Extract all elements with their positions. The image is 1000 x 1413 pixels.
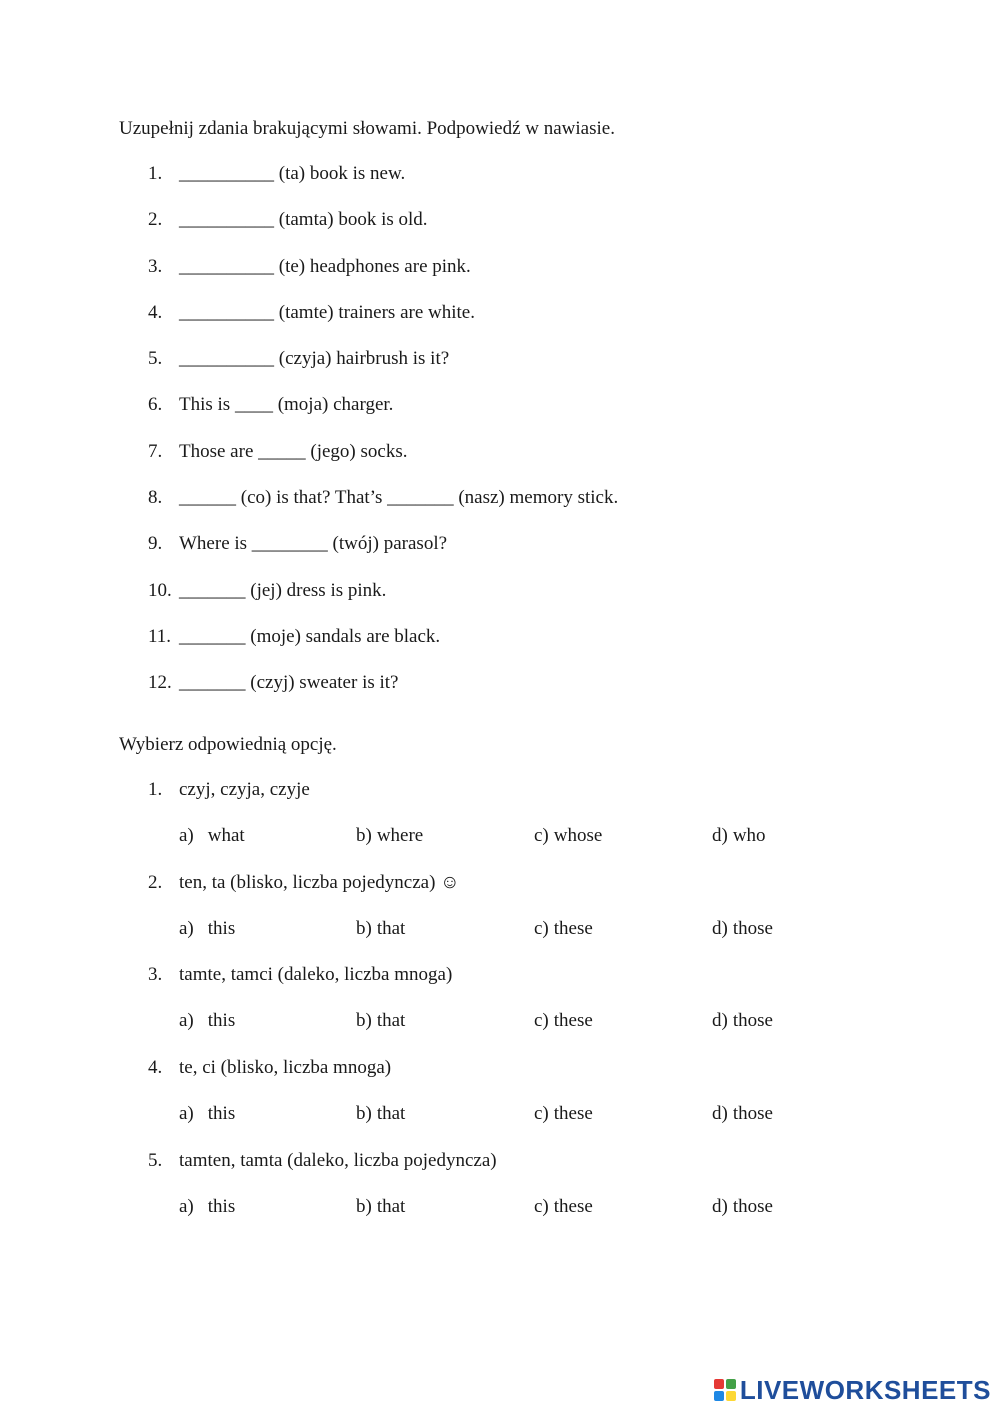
item-number: 3. (148, 255, 163, 277)
option-d[interactable] (712, 1009, 773, 1033)
option-d[interactable] (712, 824, 766, 848)
item-number: 11. (148, 625, 172, 647)
option-d[interactable] (712, 1195, 773, 1219)
option-c[interactable] (534, 917, 593, 941)
item-sentence: This is ____ (moja) charger. (179, 394, 394, 416)
item-sentence: _______ (czyj) sweater is it? (179, 672, 399, 694)
brand-text: LIVEWORKSHEETS (739, 1374, 991, 1405)
option-a[interactable] (179, 1102, 235, 1126)
item-number: 1. (148, 163, 163, 184)
option-b[interactable] (356, 1009, 405, 1033)
option-a[interactable] (179, 1009, 235, 1033)
option-text: these (553, 917, 593, 939)
option-row (179, 1009, 819, 1033)
option-label: a) (179, 1195, 194, 1217)
question-prompt: tamten, tamta (daleko, liczba pojedyncza) (179, 1149, 497, 1171)
option-text: these (553, 1103, 593, 1125)
logo-square (726, 1379, 736, 1389)
option-label: a) (179, 1010, 194, 1032)
option-text: those (732, 1195, 773, 1217)
question-prompt: czyj, czyja, czyje (179, 779, 310, 800)
item-sentence: __________ (te) headphones are pink. (179, 255, 471, 277)
option-row (179, 917, 819, 941)
question-number: 1. (148, 779, 163, 800)
option-label: c) (534, 825, 549, 846)
option-text: that (376, 917, 406, 939)
item-sentence: __________ (czyja) hairbrush is it? (179, 348, 450, 370)
option-text: those (732, 917, 773, 939)
option-label: b) (356, 825, 372, 846)
item-sentence: __________ (tamte) trainers are white. (179, 301, 475, 323)
option-text: whose (553, 825, 603, 846)
option-a[interactable] (179, 917, 235, 941)
option-b[interactable] (356, 1195, 405, 1219)
item-number: 12. (148, 672, 172, 694)
item-sentence: ______ (co) is that? That’s _______ (nasz) memory stick. (179, 487, 619, 509)
option-label: c) (534, 917, 549, 939)
option-text: this (207, 1010, 236, 1032)
item-sentence: __________ (tamta) book is old. (179, 209, 428, 231)
option-label: b) (356, 1103, 372, 1125)
question-number: 2. (148, 871, 163, 893)
option-text: those (732, 1010, 773, 1032)
question-number: 3. (148, 964, 163, 986)
exercise2-instruction: Wybierz odpowiednią opcję. (119, 734, 337, 755)
question-prompt: ten, ta (blisko, liczba pojedyncza) ☺ (179, 871, 460, 893)
option-label: d) (712, 825, 728, 846)
option-c[interactable] (534, 824, 602, 848)
option-text: those (732, 1103, 773, 1125)
option-text: this (207, 1103, 236, 1125)
item-number: 9. (148, 533, 163, 555)
option-label: d) (712, 1103, 728, 1125)
option-row (179, 1102, 819, 1126)
option-label: d) (712, 917, 728, 939)
option-label: c) (534, 1103, 549, 1125)
option-text: who (732, 825, 766, 846)
question-number: 4. (148, 1057, 163, 1079)
item-sentence: _______ (jej) dress is pink. (179, 579, 387, 601)
option-text: that (376, 1195, 406, 1217)
item-number: 5. (148, 348, 163, 370)
option-c[interactable] (534, 1102, 593, 1126)
option-label: b) (356, 1195, 372, 1217)
item-number: 7. (148, 440, 163, 462)
option-row (179, 824, 819, 848)
question-prompt: te, ci (blisko, liczba mnoga) (179, 1057, 392, 1079)
item-number: 10. (148, 579, 172, 601)
option-text: this (207, 917, 236, 939)
option-label: a) (179, 825, 194, 846)
logo-square (714, 1379, 724, 1389)
logo-square (726, 1391, 736, 1401)
item-number: 8. (148, 487, 163, 509)
option-b[interactable] (356, 824, 423, 848)
option-label: d) (712, 1195, 728, 1217)
liveworksheets-logo-icon (714, 1379, 736, 1401)
option-text: that (376, 1010, 406, 1032)
option-text: these (553, 1010, 593, 1032)
option-label: c) (534, 1195, 549, 1217)
option-label: a) (179, 917, 194, 939)
item-number: 2. (148, 209, 163, 231)
option-text: that (376, 1103, 406, 1125)
item-sentence: __________ (ta) book is new. (179, 163, 406, 184)
question-number: 5. (148, 1149, 163, 1171)
option-a[interactable] (179, 824, 245, 848)
option-text: where (376, 825, 424, 846)
option-label: d) (712, 1010, 728, 1032)
logo-square (714, 1391, 724, 1401)
option-label: b) (356, 917, 372, 939)
item-number: 4. (148, 301, 163, 323)
option-c[interactable] (534, 1195, 593, 1219)
option-text: this (207, 1195, 236, 1217)
item-sentence: Where is ________ (twój) parasol? (179, 533, 448, 555)
option-label: c) (534, 1010, 549, 1032)
option-d[interactable] (712, 917, 773, 941)
option-b[interactable] (356, 917, 405, 941)
item-sentence: Those are _____ (jego) socks. (179, 440, 408, 462)
item-number: 6. (148, 394, 163, 416)
option-text: what (207, 825, 245, 846)
option-text: these (553, 1195, 593, 1217)
option-row (179, 1195, 819, 1219)
item-sentence: _______ (moje) sandals are black. (179, 625, 441, 647)
option-a[interactable] (179, 1195, 235, 1219)
option-b[interactable] (356, 1102, 405, 1126)
option-label: b) (356, 1010, 372, 1032)
liveworksheets-brand[interactable] (714, 1375, 991, 1405)
option-label: a) (179, 1103, 194, 1125)
question-prompt: tamte, tamci (daleko, liczba mnoga) (179, 964, 453, 986)
option-c[interactable] (534, 1009, 593, 1033)
exercise1-instruction: Uzupełnij zdania brakującymi słowami. Podpowiedź w nawiasie. (119, 118, 615, 139)
option-d[interactable] (712, 1102, 773, 1126)
